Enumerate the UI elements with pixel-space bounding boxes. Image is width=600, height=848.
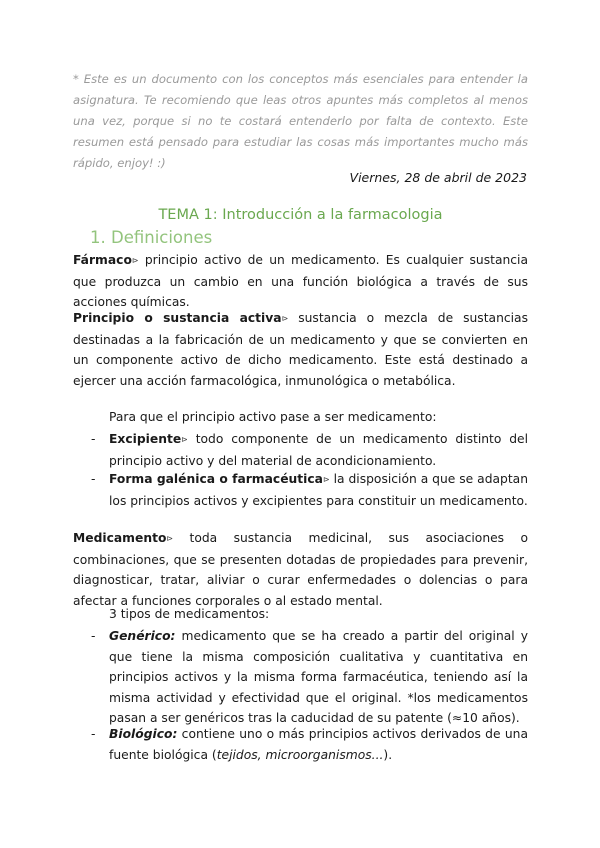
list-bullet: - [91, 727, 96, 741]
arrow-icon: ⊳ [281, 314, 289, 323]
term-forma: Forma galénica o farmacéutica [109, 472, 323, 486]
pase-intro: Para que el principio activo pase a ser medicamento: [109, 410, 437, 424]
definition-text: principio activo de un medicamento. Es cualquier sustancia que produzca un cambio en una función biológica a través de sus acciones químicas. [73, 253, 528, 310]
term-farmaco: Fármaco [73, 253, 132, 267]
tipos-intro: 3 tipos de medicamentos: [109, 607, 270, 621]
document-date: Viernes, 28 de abril de 2023 [349, 170, 527, 185]
definition-biologico [109, 724, 528, 765]
term-generico: Genérico: [109, 629, 176, 643]
definition-principio [73, 308, 528, 391]
arrow-icon: ⊳ [166, 534, 174, 543]
arrow-icon: ⊳ [131, 256, 139, 265]
definition-generico [109, 626, 528, 729]
list-bullet: - [91, 472, 96, 486]
arrow-icon: ⊳ [322, 475, 330, 484]
term-medicamento: Medicamento [73, 531, 167, 545]
intro-note: * Este es un documento con los conceptos más esenciales para entender la asignatura. Te recomiendo que leas otros apuntes más completos al menos una vez, porque si no te costará entenderlo por falta de contexto. Este resumen está pensado para estudiar las cosas más importantes mucho más rápido, enjoy! :) [73, 72, 528, 170]
definition-text: la disposición a que se adaptan los principios activos y excipientes para constituir un medicamento. [109, 472, 528, 508]
definition-text: todo componente de un medicamento distinto del principio activo y del material de acondicionamiento. [109, 432, 528, 468]
term-biologico: Biológico: [109, 727, 178, 741]
definition-text-end: ). [383, 747, 393, 762]
definition-text: toda sustancia medicinal, sus asociaciones o combinaciones, que se presenten dotadas de propiedades para prevenir, diagnosticar, tratar, aliviar o curar enfermedades o dolencias o para afectar a funciones corporales o al estado mental. [73, 531, 528, 608]
section-heading: 1. Definiciones [90, 228, 213, 247]
term-principio: Principio o sustancia activa [73, 311, 282, 325]
definition-text: contiene uno o más principios activos derivados de una fuente biológica ( [109, 727, 528, 762]
topic-title: TEMA 1: Introducción a la farmacologia [158, 207, 443, 223]
definition-excipiente [109, 429, 528, 471]
definition-examples: tejidos, microorganismos... [216, 747, 384, 762]
definition-text: sustancia o mezcla de sustancias destinadas a la fabricación de un medicamento y que se convierten en un componente activo de dicho medicamento. Este está destinado a ejercer una acción farmacológica, inmunológica o metabólica. [73, 311, 528, 388]
definition-forma [109, 469, 528, 511]
list-bullet: - [91, 629, 96, 643]
definition-farmaco [73, 250, 528, 313]
term-excipiente: Excipiente [109, 432, 182, 446]
definition-text: medicamento que se ha creado a partir del original y que tiene la misma composición cualitativa y cuantitativa en principios activos y la misma forma farmacéutica, teniendo así la misma actividad y efectividad que el original. *los medicamentos pasan a ser genéricos tras la caducidad de su patente (≈10 años). [109, 629, 528, 726]
arrow-icon: ⊳ [181, 435, 188, 444]
list-bullet: - [91, 432, 96, 446]
definition-medicamento [73, 528, 528, 611]
